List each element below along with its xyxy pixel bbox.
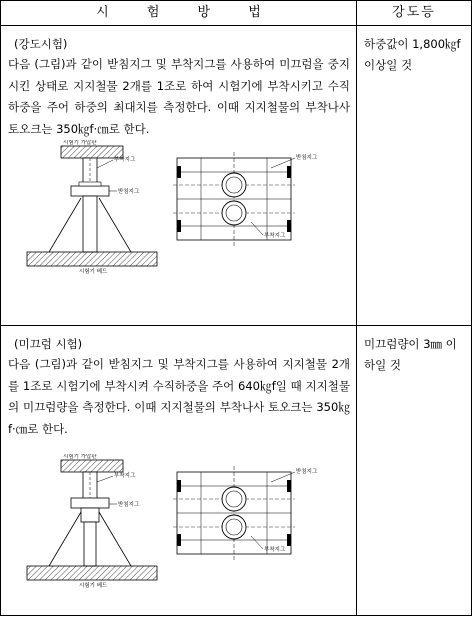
side-view <box>173 152 295 246</box>
section-body: 다음 (그림)과 같이 받침지그 및 부착지그를 사용하여 지지철물 2개를 1조로 시험기에 부착시켜 수직하중을 주어 640㎏f일 때 지지철물의 미끄럼량을 측정한다. 이때 지지철물의 부착나사 토오크는 350㎏f·㎝로 한다. <box>8 357 350 436</box>
label-test-bed: 시험기 베드 <box>79 269 108 275</box>
label-side-attach-jig: 부착지그 <box>264 233 286 239</box>
label-press-plate: 시험기 가압판 <box>63 140 97 146</box>
slip-test-method <box>1 326 357 616</box>
strength-test-method <box>1 26 357 326</box>
label-test-bed: 시험기 베드 <box>79 583 108 589</box>
label-side-support-jig: 받침지그 <box>296 469 318 475</box>
section-title: (강도시험) <box>14 37 68 51</box>
test-bed <box>27 566 157 580</box>
jig-diagram <box>1 140 357 290</box>
section-body: 다음 (그림)과 같이 받침지그 및 부착지그를 사용하여 미끄럼을 중지시킨 상태로 지지철물 2개를 1조로 하여 시험기에 부착시키고 수직하중을 주어 하중의 최대치를 측정한다. 이때 지지철물의 부착나사 토오크는 350㎏f·㎝로 한다. <box>8 57 350 136</box>
label-support-jig: 받침지그 <box>118 502 140 508</box>
clamp <box>71 186 109 196</box>
label-attach-jig: 부착지그 <box>114 473 136 479</box>
label-attach-jig: 부착지그 <box>114 157 136 163</box>
test-bed <box>27 252 157 266</box>
strength-test-figure <box>1 140 356 290</box>
clamp <box>71 498 109 508</box>
label-support-jig: 받침지그 <box>118 189 140 195</box>
header-strength: 강도등 <box>357 1 472 26</box>
label-side-attach-jig: 부착지그 <box>264 547 286 553</box>
strength-test-row <box>1 26 472 326</box>
label-side-support-jig: 받침지그 <box>296 155 318 161</box>
strength-test-criteria: 하중값이 1,800㎏f 이상일 것 <box>357 26 472 326</box>
jig-diagram <box>1 454 357 604</box>
label-press-plate: 시험기 가압판 <box>63 454 97 460</box>
side-view <box>173 466 295 560</box>
header-method: 시 험 방 법 <box>1 1 357 26</box>
slip-test-figure <box>1 454 356 604</box>
slip-test-row <box>1 326 472 616</box>
header-row <box>1 1 472 26</box>
section-title: (미끄럼 시험) <box>14 337 83 351</box>
slip-test-criteria: 미끄럼량이 3㎜ 이하일 것 <box>357 326 472 616</box>
press-plate <box>61 460 123 472</box>
